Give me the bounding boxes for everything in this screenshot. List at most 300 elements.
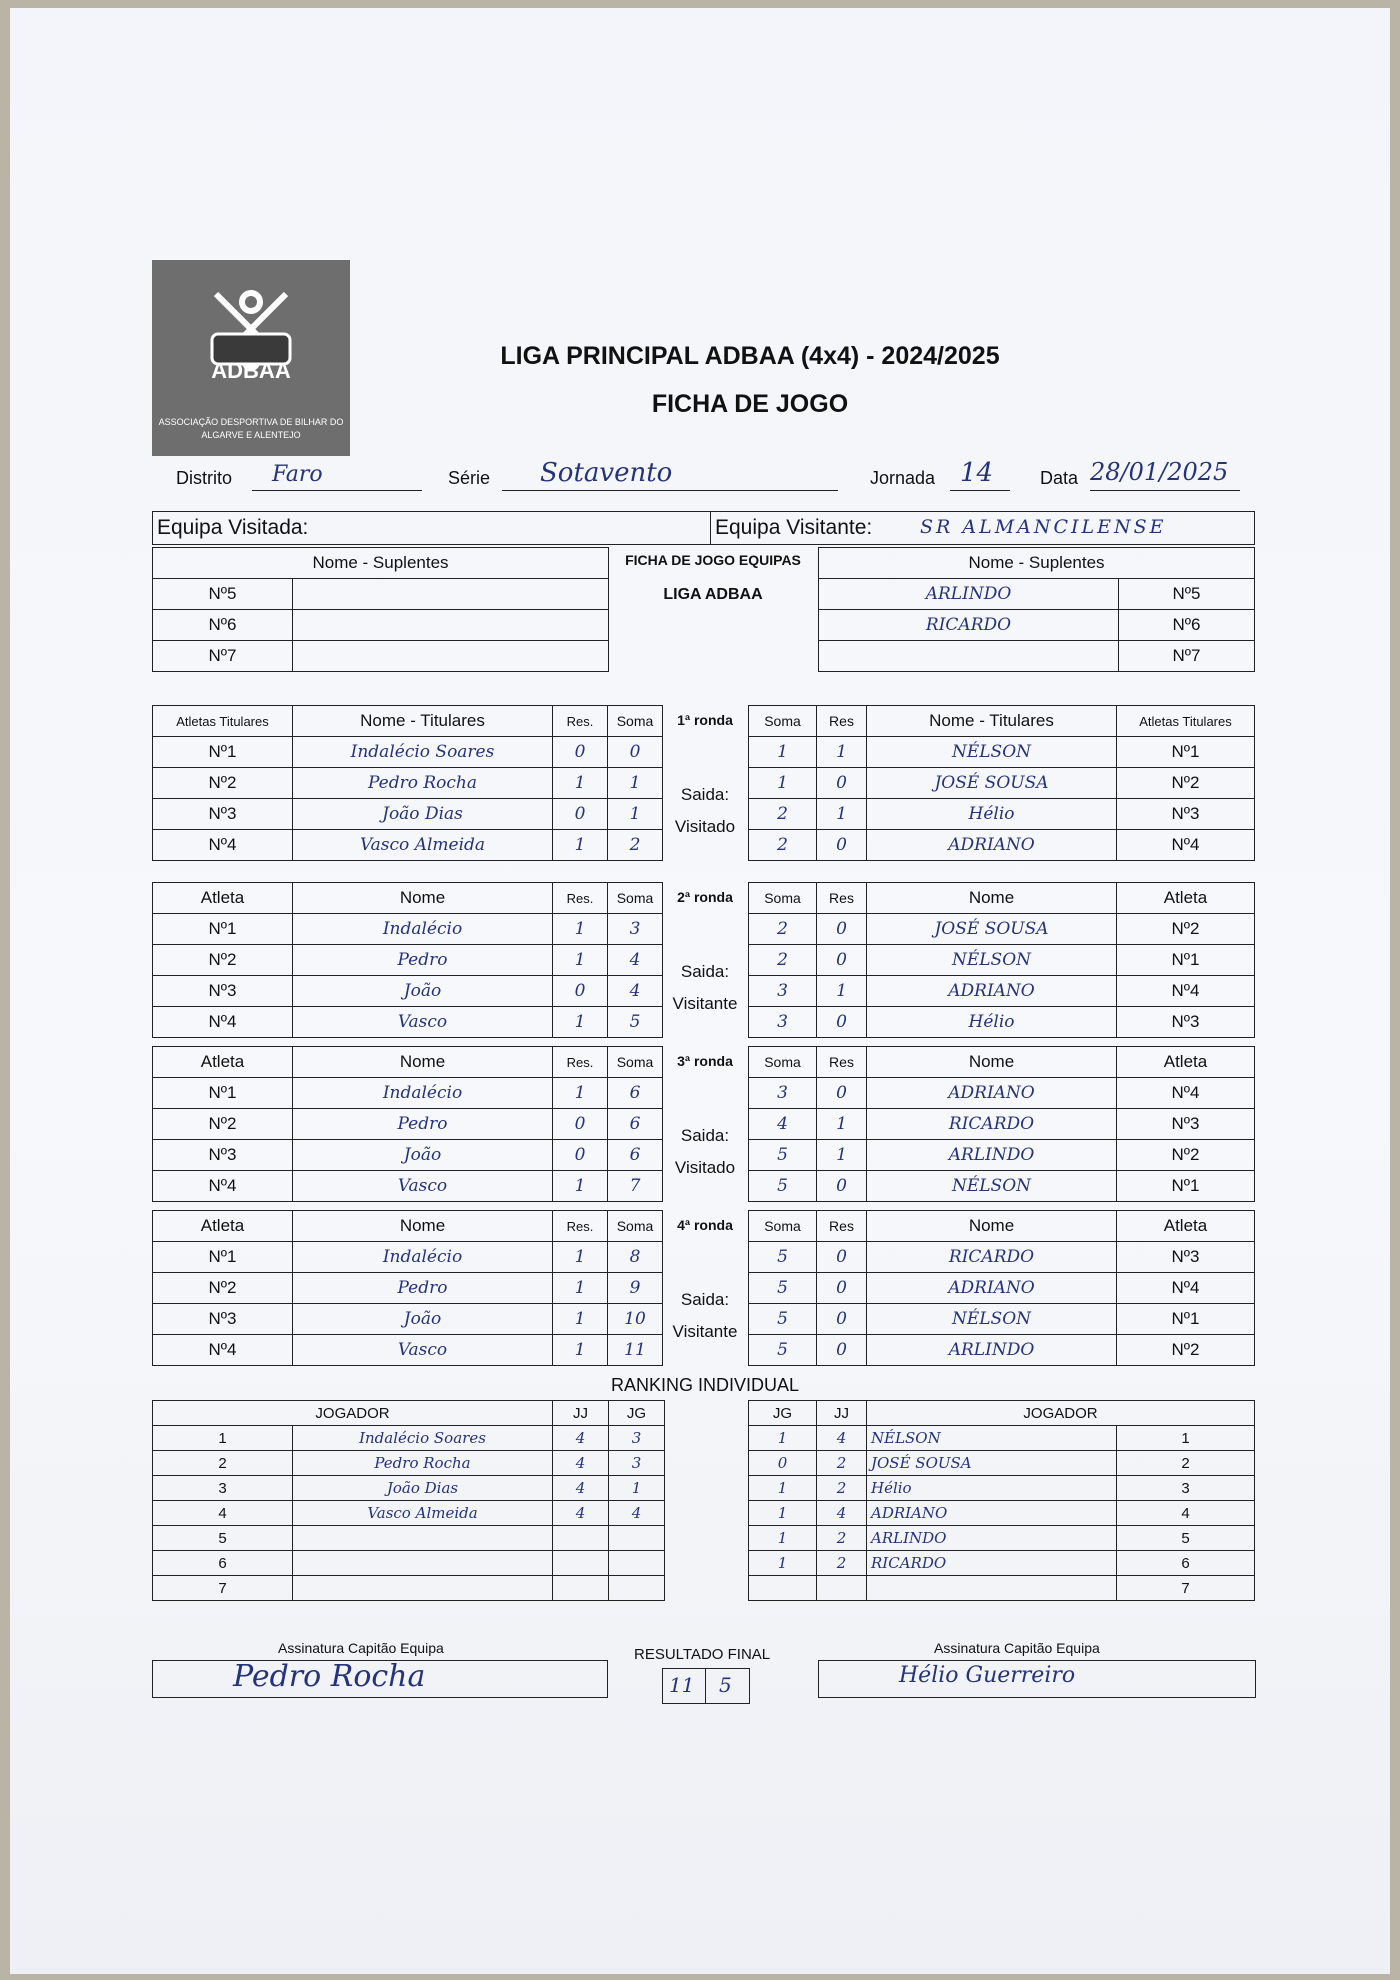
rank-pos: 4 xyxy=(1117,1501,1255,1526)
player-res[interactable]: 1 xyxy=(553,1273,608,1304)
player-res[interactable]: 1 xyxy=(817,737,867,768)
round-table-left xyxy=(152,882,663,1038)
player-name[interactable]: ADRIANO xyxy=(867,976,1117,1007)
table-row xyxy=(749,1171,1255,1202)
rank-jj[interactable] xyxy=(817,1576,867,1601)
player-num: Nº3 xyxy=(1117,1007,1255,1038)
player-num: Nº1 xyxy=(1117,737,1255,768)
player-res[interactable]: 0 xyxy=(817,1171,867,1202)
table-row xyxy=(153,1526,665,1551)
round-label: 1ª ronda xyxy=(677,712,733,728)
table-row xyxy=(153,1007,663,1038)
player-num: Nº4 xyxy=(153,1007,293,1038)
player-soma[interactable]: 3 xyxy=(749,1078,817,1109)
table-row xyxy=(749,1109,1255,1140)
table-row xyxy=(153,1426,665,1451)
header-res: Res xyxy=(817,883,867,914)
sig-box-right[interactable] xyxy=(818,1660,1256,1698)
player-name[interactable]: Pedro xyxy=(293,945,553,976)
rank-jj[interactable]: 2 xyxy=(817,1451,867,1476)
player-name[interactable]: Hélio xyxy=(867,799,1117,830)
player-name[interactable]: RICARDO xyxy=(867,1242,1117,1273)
player-soma[interactable]: 5 xyxy=(749,1335,817,1366)
player-name[interactable]: Pedro Rocha xyxy=(293,768,553,799)
player-soma[interactable]: 8 xyxy=(608,1242,663,1273)
player-soma[interactable]: 6 xyxy=(608,1109,663,1140)
player-res[interactable]: 1 xyxy=(553,1078,608,1109)
table-row xyxy=(749,1078,1255,1109)
player-name[interactable]: NÉLSON xyxy=(867,737,1117,768)
rank-jj[interactable]: 2 xyxy=(817,1551,867,1576)
rank-jg[interactable] xyxy=(609,1526,665,1551)
ranking-table-left xyxy=(152,1400,665,1601)
rank-jg[interactable]: 1 xyxy=(749,1501,817,1526)
player-name[interactable]: João Dias xyxy=(293,799,553,830)
header-res: Res. xyxy=(553,706,608,737)
data-label: Data xyxy=(1040,468,1079,488)
header-soma: Soma xyxy=(608,1047,663,1078)
rank-jg[interactable]: 3 xyxy=(609,1451,665,1476)
table-row xyxy=(749,799,1255,830)
sheet-subtitle: FICHA DE JOGO xyxy=(651,390,849,418)
player-res[interactable]: 0 xyxy=(817,830,867,861)
player-soma[interactable]: 9 xyxy=(608,1273,663,1304)
table-row xyxy=(153,737,663,768)
saida-label: Saida: xyxy=(680,1290,730,1309)
header-res: Res xyxy=(817,1047,867,1078)
header-soma: Soma xyxy=(608,883,663,914)
rank-jg[interactable]: 1 xyxy=(749,1526,817,1551)
header-soma: Soma xyxy=(608,706,663,737)
player-num: Nº4 xyxy=(153,1335,293,1366)
round-label: 4ª ronda xyxy=(677,1217,733,1233)
player-num: Nº1 xyxy=(153,1078,293,1109)
player-soma[interactable]: 1 xyxy=(608,799,663,830)
header-nome: Nome xyxy=(867,1211,1117,1242)
rank-pos: 1 xyxy=(153,1426,293,1451)
player-res[interactable]: 1 xyxy=(553,914,608,945)
player-res[interactable]: 1 xyxy=(553,945,608,976)
suplentes-table-right xyxy=(818,547,1255,672)
player-num: Nº2 xyxy=(1117,1335,1255,1366)
player-num: Nº2 xyxy=(153,945,293,976)
player-soma[interactable]: 2 xyxy=(608,830,663,861)
header-soma: Soma xyxy=(608,1211,663,1242)
table-row xyxy=(749,1526,1255,1551)
rank-name[interactable]: Hélio xyxy=(867,1476,1117,1501)
suplente-num: Nº5 xyxy=(153,579,293,610)
header-res: Res. xyxy=(553,883,608,914)
player-num: Nº3 xyxy=(1117,1242,1255,1273)
rank-jg[interactable]: 1 xyxy=(609,1476,665,1501)
player-soma[interactable]: 11 xyxy=(608,1335,663,1366)
table-row xyxy=(749,1476,1255,1501)
table-row xyxy=(749,1426,1255,1451)
player-res[interactable]: 0 xyxy=(817,1242,867,1273)
rank-name[interactable]: Pedro Rocha xyxy=(293,1451,553,1476)
rank-jg[interactable] xyxy=(609,1551,665,1576)
player-name[interactable]: ADRIANO xyxy=(867,830,1117,861)
player-name[interactable]: Vasco xyxy=(293,1007,553,1038)
player-name[interactable]: Hélio xyxy=(867,1007,1117,1038)
rank-name[interactable]: Vasco Almeida xyxy=(293,1501,553,1526)
player-name[interactable]: João xyxy=(293,1304,553,1335)
player-soma[interactable]: 3 xyxy=(749,976,817,1007)
table-row xyxy=(749,1501,1255,1526)
table-row xyxy=(153,768,663,799)
player-name[interactable]: João xyxy=(293,1140,553,1171)
table-row xyxy=(749,976,1255,1007)
player-res[interactable]: 1 xyxy=(553,1007,608,1038)
player-num: Nº3 xyxy=(153,799,293,830)
player-soma[interactable]: 1 xyxy=(749,768,817,799)
player-res[interactable]: 0 xyxy=(817,1007,867,1038)
player-soma[interactable]: 4 xyxy=(608,945,663,976)
header-nome: Nome - Titulares xyxy=(867,706,1117,737)
player-res[interactable]: 0 xyxy=(817,1335,867,1366)
rank-jj[interactable]: 4 xyxy=(553,1451,609,1476)
table-row xyxy=(153,1242,663,1273)
player-soma[interactable]: 3 xyxy=(608,914,663,945)
score-left: 11 xyxy=(669,1673,695,1697)
player-soma[interactable]: 1 xyxy=(749,737,817,768)
header-res: Res. xyxy=(553,1211,608,1242)
visitada-label: Equipa Visitada: xyxy=(157,516,309,539)
player-soma[interactable]: 5 xyxy=(749,1304,817,1335)
player-name[interactable]: NÉLSON xyxy=(867,945,1117,976)
rank-jj[interactable] xyxy=(553,1576,609,1601)
rank-name[interactable]: ARLINDO xyxy=(867,1526,1117,1551)
header-jogador: JOGADOR xyxy=(867,1401,1255,1426)
player-soma[interactable]: 1 xyxy=(608,768,663,799)
rank-jj[interactable] xyxy=(553,1526,609,1551)
player-soma[interactable]: 4 xyxy=(608,976,663,1007)
player-res[interactable]: 0 xyxy=(817,1304,867,1335)
round-table-right xyxy=(748,882,1255,1038)
suplentes-table-left xyxy=(152,547,609,672)
jornada-value[interactable]: 14 xyxy=(960,458,994,488)
player-res[interactable]: 1 xyxy=(817,1109,867,1140)
rank-jj[interactable]: 4 xyxy=(553,1426,609,1451)
table-row xyxy=(153,1576,665,1601)
rank-name[interactable]: João Dias xyxy=(293,1476,553,1501)
player-name[interactable]: Vasco xyxy=(293,1171,553,1202)
saida-value: Visitante xyxy=(672,994,738,1013)
player-res[interactable]: 0 xyxy=(817,768,867,799)
suplente-num: Nº7 xyxy=(1119,641,1255,672)
suplentes-header: Nome - Suplentes xyxy=(819,548,1255,579)
rank-pos: 5 xyxy=(153,1526,293,1551)
player-res[interactable]: 1 xyxy=(817,976,867,1007)
player-res[interactable]: 0 xyxy=(817,945,867,976)
player-num: Nº4 xyxy=(1117,976,1255,1007)
player-res[interactable]: 0 xyxy=(817,914,867,945)
player-name[interactable]: Vasco Almeida xyxy=(293,830,553,861)
player-soma[interactable]: 10 xyxy=(608,1304,663,1335)
round-table-left xyxy=(152,1210,663,1366)
header-res: Res xyxy=(817,706,867,737)
rank-name[interactable] xyxy=(293,1551,553,1576)
suplente-num: Nº5 xyxy=(1119,579,1255,610)
resultado-box[interactable] xyxy=(662,1668,750,1704)
rank-jg[interactable]: 1 xyxy=(749,1426,817,1451)
player-res[interactable]: 1 xyxy=(553,1171,608,1202)
rank-name[interactable]: NÉLSON xyxy=(867,1426,1117,1451)
rank-jj[interactable]: 4 xyxy=(553,1501,609,1526)
suplente-name[interactable] xyxy=(293,610,609,641)
logo-text: ADBAA xyxy=(211,358,291,383)
rank-jg[interactable]: 1 xyxy=(749,1551,817,1576)
round-table-left xyxy=(152,705,663,861)
resultado-label: RESULTADO FINAL xyxy=(634,1646,771,1663)
saida-label: Saida: xyxy=(680,785,730,804)
player-name[interactable]: NÉLSON xyxy=(867,1171,1117,1202)
table-row xyxy=(749,1551,1255,1576)
rank-jg[interactable] xyxy=(749,1576,817,1601)
player-name[interactable]: JOSÉ SOUSA xyxy=(867,914,1117,945)
player-res[interactable]: 0 xyxy=(817,1273,867,1304)
player-res[interactable]: 0 xyxy=(553,1140,608,1171)
player-res[interactable]: 1 xyxy=(817,1140,867,1171)
player-soma[interactable]: 5 xyxy=(749,1171,817,1202)
center-label-1: FICHA DE JOGO EQUIPAS xyxy=(625,552,801,568)
rank-jj[interactable]: 4 xyxy=(817,1426,867,1451)
round-label: 2ª ronda xyxy=(677,889,733,905)
saida-value: Visitante xyxy=(672,1322,738,1341)
rank-pos: 2 xyxy=(153,1451,293,1476)
player-name[interactable]: Indalécio Soares xyxy=(293,737,553,768)
suplente-num: Nº6 xyxy=(153,610,293,641)
rank-pos: 7 xyxy=(1117,1576,1255,1601)
table-row xyxy=(153,1476,665,1501)
player-name[interactable]: JOSÉ SOUSA xyxy=(867,768,1117,799)
player-soma[interactable]: 5 xyxy=(749,1273,817,1304)
table-row xyxy=(153,799,663,830)
suplente-name[interactable] xyxy=(819,641,1119,672)
player-num: Nº4 xyxy=(1117,1078,1255,1109)
suplente-name[interactable] xyxy=(293,641,609,672)
player-res[interactable]: 1 xyxy=(553,768,608,799)
player-name[interactable]: NÉLSON xyxy=(867,1304,1117,1335)
rank-jj[interactable] xyxy=(553,1551,609,1576)
header-atleta: Atleta xyxy=(1117,1047,1255,1078)
header-atleta: Atleta xyxy=(1117,883,1255,914)
sheet-title: LIGA PRINCIPAL ADBAA (4x4) - 2024/2025 xyxy=(500,342,1000,370)
player-res[interactable]: 0 xyxy=(553,737,608,768)
rank-jj[interactable]: 2 xyxy=(817,1526,867,1551)
player-num: Nº2 xyxy=(153,1109,293,1140)
distrito-value[interactable]: Faro xyxy=(272,462,323,487)
header-atleta: Atleta xyxy=(153,883,293,914)
player-name[interactable]: Pedro xyxy=(293,1109,553,1140)
round-table-right xyxy=(748,705,1255,861)
player-soma[interactable]: 2 xyxy=(749,945,817,976)
player-res[interactable]: 1 xyxy=(817,799,867,830)
rank-name[interactable] xyxy=(293,1576,553,1601)
header-soma: Soma xyxy=(749,706,817,737)
player-res[interactable]: 1 xyxy=(553,1304,608,1335)
player-soma[interactable]: 5 xyxy=(749,1242,817,1273)
player-num: Nº1 xyxy=(153,737,293,768)
table-row xyxy=(153,1451,665,1476)
header-nome: Nome xyxy=(867,883,1117,914)
rank-name[interactable]: ADRIANO xyxy=(867,1501,1117,1526)
rank-jj[interactable]: 4 xyxy=(817,1501,867,1526)
player-name[interactable]: João xyxy=(293,976,553,1007)
header-jj: JJ xyxy=(817,1401,867,1426)
header-nome: Nome xyxy=(867,1047,1117,1078)
player-res[interactable]: 0 xyxy=(817,1078,867,1109)
rank-pos: 6 xyxy=(153,1551,293,1576)
rank-pos: 7 xyxy=(153,1576,293,1601)
rank-jj[interactable]: 4 xyxy=(553,1476,609,1501)
player-num: Nº2 xyxy=(1117,768,1255,799)
rank-name[interactable] xyxy=(867,1576,1117,1601)
rank-jg[interactable] xyxy=(609,1576,665,1601)
table-row xyxy=(749,768,1255,799)
ranking-table-right xyxy=(748,1400,1255,1601)
suplentes-header: Nome - Suplentes xyxy=(153,548,609,579)
player-soma[interactable]: 6 xyxy=(608,1078,663,1109)
rank-pos: 1 xyxy=(1117,1426,1255,1451)
saida-label: Saida: xyxy=(680,1126,730,1145)
player-res[interactable]: 1 xyxy=(553,1242,608,1273)
player-soma[interactable]: 6 xyxy=(608,1140,663,1171)
player-num: Nº4 xyxy=(1117,830,1255,861)
player-name[interactable]: RICARDO xyxy=(867,1109,1117,1140)
rank-jg[interactable]: 3 xyxy=(609,1426,665,1451)
data-value[interactable]: 28/01/2025 xyxy=(1090,458,1229,486)
player-soma[interactable]: 3 xyxy=(749,1007,817,1038)
header-nome: Nome xyxy=(293,883,553,914)
rank-name[interactable]: RICARDO xyxy=(867,1551,1117,1576)
player-num: Nº3 xyxy=(153,1140,293,1171)
player-soma[interactable]: 2 xyxy=(749,914,817,945)
rank-pos: 6 xyxy=(1117,1551,1255,1576)
player-name[interactable]: ARLINDO xyxy=(867,1335,1117,1366)
table-row xyxy=(749,1007,1255,1038)
rank-name[interactable]: Indalécio Soares xyxy=(293,1426,553,1451)
table-row xyxy=(749,1576,1255,1601)
table-row xyxy=(153,1551,665,1576)
header-atleta: Atletas Titulares xyxy=(1117,706,1255,737)
sig-label-right: Assinatura Capitão Equipa xyxy=(934,1640,1100,1656)
header-atleta: Atleta xyxy=(153,1211,293,1242)
rank-jg[interactable]: 0 xyxy=(749,1451,817,1476)
player-res[interactable]: 1 xyxy=(553,1335,608,1366)
header-jj: JJ xyxy=(553,1401,609,1426)
captain-signature-right: Hélio Guerreiro xyxy=(899,1663,1076,1688)
player-num: Nº3 xyxy=(1117,1109,1255,1140)
player-res[interactable]: 0 xyxy=(553,1109,608,1140)
logo-subtitle: ASSOCIAÇÃO DESPORTIVA DE BILHAR DO ALGARVE E ALENTEJO xyxy=(158,417,344,440)
player-soma[interactable]: 5 xyxy=(608,1007,663,1038)
player-num: Nº4 xyxy=(153,830,293,861)
table-row xyxy=(749,914,1255,945)
suplente-name[interactable]: ARLINDO xyxy=(819,579,1119,610)
table-row xyxy=(153,945,663,976)
player-num: Nº2 xyxy=(153,1273,293,1304)
player-num: Nº4 xyxy=(1117,1273,1255,1304)
header-nome: Nome xyxy=(293,1047,553,1078)
rank-jj[interactable]: 2 xyxy=(817,1476,867,1501)
player-soma[interactable]: 0 xyxy=(608,737,663,768)
player-name[interactable]: ARLINDO xyxy=(867,1140,1117,1171)
table-row xyxy=(749,1242,1255,1273)
saida-label: Saida: xyxy=(680,962,730,981)
visitante-value[interactable]: SR ALMANCILENSE xyxy=(920,516,1167,538)
rank-jg[interactable]: 4 xyxy=(609,1501,665,1526)
table-row xyxy=(749,945,1255,976)
header-jg: JG xyxy=(609,1401,665,1426)
player-res[interactable]: 0 xyxy=(553,976,608,1007)
rank-pos: 3 xyxy=(1117,1476,1255,1501)
round-label: 3ª ronda xyxy=(677,1053,733,1069)
player-num: Nº1 xyxy=(153,1242,293,1273)
suplente-num: Nº7 xyxy=(153,641,293,672)
table-row xyxy=(749,1451,1255,1476)
player-num: Nº1 xyxy=(1117,945,1255,976)
player-name[interactable]: Vasco xyxy=(293,1335,553,1366)
player-num: Nº1 xyxy=(153,914,293,945)
header-soma: Soma xyxy=(749,1047,817,1078)
player-num: Nº3 xyxy=(153,976,293,1007)
table-row xyxy=(749,1335,1255,1366)
player-num: Nº4 xyxy=(153,1171,293,1202)
rank-pos: 4 xyxy=(153,1501,293,1526)
rank-pos: 2 xyxy=(1117,1451,1255,1476)
player-soma[interactable]: 5 xyxy=(749,1140,817,1171)
rank-pos: 5 xyxy=(1117,1526,1255,1551)
player-soma[interactable]: 2 xyxy=(749,799,817,830)
suplente-name[interactable]: RICARDO xyxy=(819,610,1119,641)
table-row xyxy=(153,1304,663,1335)
table-row xyxy=(749,737,1255,768)
player-name[interactable]: ADRIANO xyxy=(867,1078,1117,1109)
player-soma[interactable]: 2 xyxy=(749,830,817,861)
player-name[interactable]: Pedro xyxy=(293,1273,553,1304)
rank-name[interactable] xyxy=(293,1526,553,1551)
visitante-label: Equipa Visitante: xyxy=(715,516,873,539)
table-row xyxy=(749,1140,1255,1171)
suplente-name[interactable] xyxy=(293,579,609,610)
table-row xyxy=(153,1140,663,1171)
player-soma[interactable]: 4 xyxy=(749,1109,817,1140)
header-atleta: Atleta xyxy=(1117,1211,1255,1242)
distrito-label: Distrito xyxy=(176,468,233,488)
rank-jg[interactable]: 1 xyxy=(749,1476,817,1501)
player-soma[interactable]: 7 xyxy=(608,1171,663,1202)
player-name[interactable]: Indalécio xyxy=(293,1242,553,1273)
round-table-right xyxy=(748,1046,1255,1202)
rank-name[interactable]: JOSÉ SOUSA xyxy=(867,1451,1117,1476)
player-num: Nº2 xyxy=(1117,914,1255,945)
table-row xyxy=(749,830,1255,861)
player-num: Nº2 xyxy=(153,768,293,799)
player-name[interactable]: ADRIANO xyxy=(867,1273,1117,1304)
player-res[interactable]: 0 xyxy=(553,799,608,830)
player-res[interactable]: 1 xyxy=(553,830,608,861)
table-row xyxy=(153,1335,663,1366)
player-num: Nº3 xyxy=(153,1304,293,1335)
serie-value[interactable]: Sotavento xyxy=(540,458,673,488)
player-name[interactable]: Indalécio xyxy=(293,914,553,945)
sig-box-left[interactable] xyxy=(152,1660,608,1698)
player-name[interactable]: Indalécio xyxy=(293,1078,553,1109)
table-row xyxy=(153,1501,665,1526)
table-row xyxy=(153,1171,663,1202)
header-nome: Nome - Titulares xyxy=(293,706,553,737)
